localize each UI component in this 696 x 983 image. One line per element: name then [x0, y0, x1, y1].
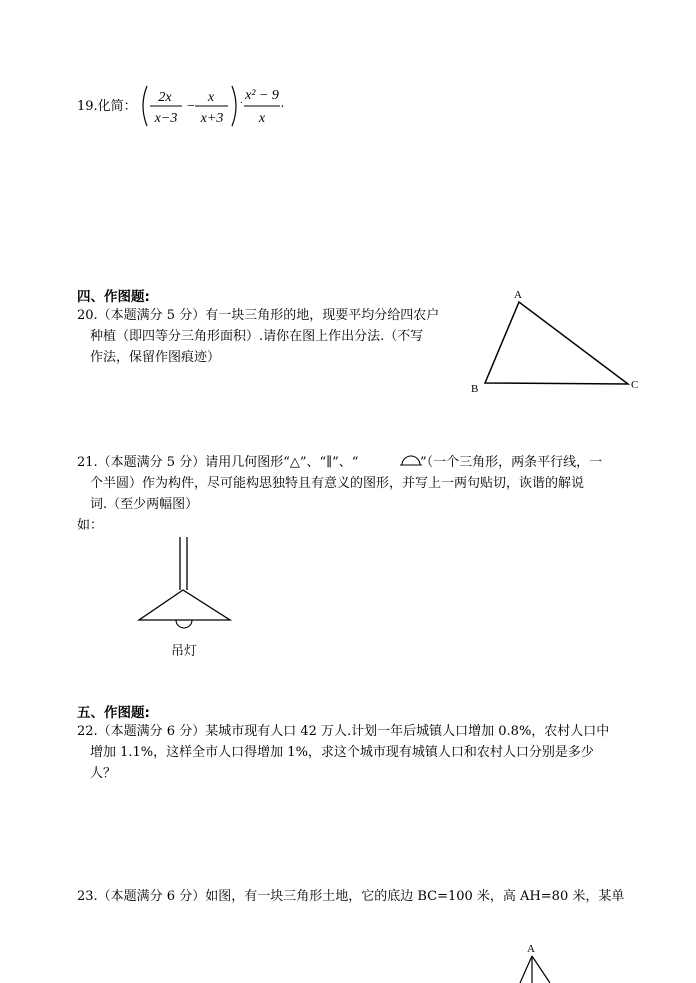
vertex-label-a: A	[514, 289, 522, 301]
q21-line2: 个半圆）作为构件，尽可能构思独特且有意义的图形，并写上一两句贴切，诙谐的解说	[90, 476, 585, 491]
q22-line1: 22.（本题满分 6 分）某城市现有人口 42 万人.计划一年后城镇人口增加 0.8%，农村人口中	[77, 724, 610, 739]
vertex-label-c: C	[631, 379, 639, 391]
frac1-den: x−3	[154, 111, 178, 126]
lamp-shade-triangle	[139, 590, 230, 620]
q22-line2: 增加 1.1%，这样全市人口得增加 1%，求这个城市现有城镇人口和农村人口分别是多少	[90, 745, 594, 760]
section5-title: 五、作图题:	[77, 705, 150, 721]
q19-prefix: 19.化简：	[77, 99, 137, 114]
minus-sign: −	[186, 99, 196, 114]
frac3-num: x² − 9	[245, 88, 279, 103]
q22-line3: 人？	[90, 766, 117, 781]
q20-line2: 种植（即四等分三角形面积）.请你在图上作出分法.（不写	[90, 329, 424, 344]
q23-line1: 23.（本题满分 6 分）如图，有一块三角形土地，它的底边 BC=100 米，高 AH=80 米，某单	[77, 889, 625, 904]
q23-triangle-figure	[505, 938, 565, 983]
q21-line1a: 21.（本题满分 5 分）请用几何图形“△”、“∥”、“	[77, 455, 359, 470]
q23-vertex-label-a: A	[527, 943, 535, 955]
q19-formula	[138, 82, 298, 130]
frac3-den: x	[258, 111, 266, 126]
q20-line1: 20.（本题满分 5 分）有一块三角形的地，现要平均分给四农户	[77, 308, 440, 323]
left-paren	[143, 86, 147, 126]
lamp-bulb-semicircle	[176, 620, 192, 628]
q23-side-left	[520, 956, 532, 983]
triangle-abc	[485, 302, 628, 384]
q21-line1b: ”（一个三角形，两条平行线，一	[420, 455, 603, 470]
formula-end: .	[281, 96, 285, 111]
q23-side-right	[532, 956, 550, 983]
vertex-label-b: B	[471, 383, 479, 395]
right-paren	[232, 86, 236, 126]
lamp-caption: 吊灯	[171, 644, 198, 659]
q20-triangle-figure	[460, 284, 650, 400]
q21-example-label: 如：	[77, 518, 104, 533]
section4-title: 四、作图题:	[77, 289, 150, 305]
dot-operator: ·	[240, 98, 243, 109]
frac1-num: 2x	[158, 90, 172, 105]
q20-line3: 作法，保留作图痕迹）	[90, 350, 221, 365]
q21-line3: 词.（至少两幅图）	[90, 497, 199, 512]
lamp-illustration	[130, 535, 240, 635]
frac2-den: x+3	[200, 111, 224, 126]
frac2-num: x	[207, 90, 215, 105]
